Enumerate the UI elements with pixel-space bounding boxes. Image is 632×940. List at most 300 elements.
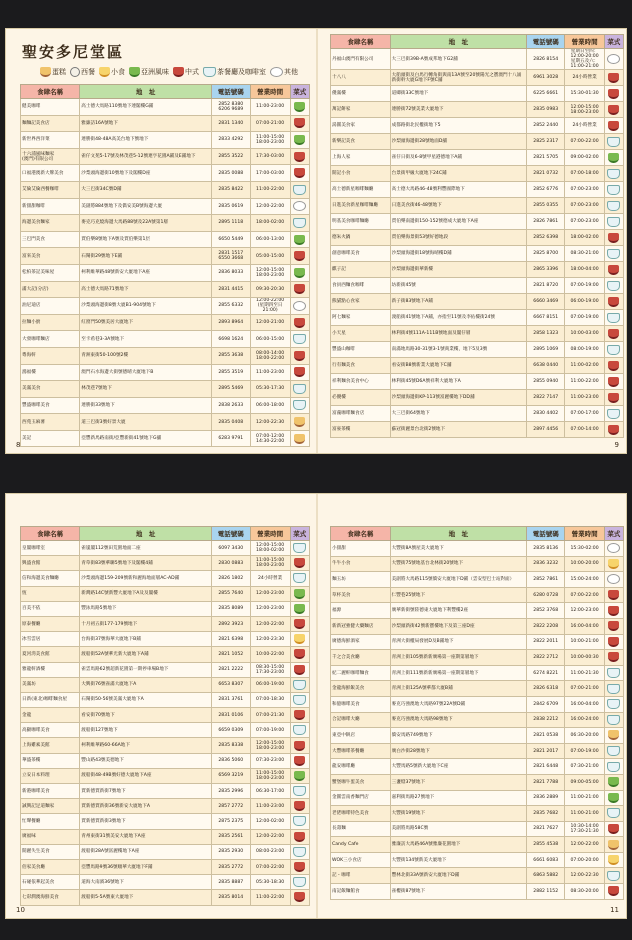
cell-addr: 賈新德賈新街7號地下 — [80, 784, 212, 799]
restaurant-table-left — [20, 84, 310, 447]
cell-hour: 11:00-23:00 — [250, 364, 290, 381]
cell-name: WOK三小食店 — [331, 852, 391, 868]
cell-hour: 16:00-04:00 — [565, 696, 604, 712]
chinese-food-icon — [294, 832, 305, 842]
cell-addr: 三盞燈37號地下 — [390, 774, 526, 790]
tea-cafe-icon — [293, 816, 306, 826]
cell-hour: 11:00-21:00 — [565, 806, 604, 822]
cell-addr: 大豐馬路5號新大廈地下C座 — [390, 759, 526, 775]
cell-name: 小甜甜 — [331, 541, 391, 557]
cell-name: 熊貓點心食家 — [331, 294, 391, 310]
cell-name: 新新冠強健大藥麵店 — [331, 618, 391, 634]
snack-icon — [608, 559, 619, 569]
cell-name: 拉麵小廚 — [21, 314, 80, 331]
chinese-food-icon — [294, 284, 305, 294]
table-row — [331, 743, 624, 759]
table-row — [331, 198, 624, 214]
legend-item — [270, 67, 298, 77]
cell-cuisine — [604, 618, 623, 634]
legend-label: 小食 — [111, 68, 125, 76]
table-row — [331, 603, 624, 619]
cell-name: 新樂記美食 — [331, 134, 391, 150]
cell-name: 雅龍軒酒樓 — [21, 662, 80, 677]
cell-cuisine — [290, 677, 309, 692]
asian-food-icon — [294, 135, 305, 145]
restaurant-table-right — [330, 526, 624, 900]
cell-name: 七彩潤澳海鮮美食 — [21, 890, 80, 905]
cell-cuisine — [604, 406, 623, 422]
cell-hour: 17:30-03:00 — [250, 148, 290, 165]
cell-hour: 12:00-22:00 — [250, 829, 290, 844]
column-header-tel: 電話號碼 — [527, 35, 565, 49]
cell-tel: 2852 2440 — [527, 118, 565, 134]
tea-cafe-icon — [607, 201, 620, 211]
table-row — [331, 852, 624, 868]
legend-label: 亞洲風味 — [141, 68, 169, 76]
chinese-food-icon — [294, 152, 305, 162]
cell-hour: 06:00-19:00 — [250, 677, 290, 692]
cell-name: 麵玉坊 — [331, 572, 391, 588]
cell-addr: 豐泳馬路5號地下 — [80, 601, 212, 616]
cell-name: 必優樓 — [331, 390, 391, 406]
column-header-hour: 營業時間 — [565, 527, 604, 541]
cell-cuisine — [290, 556, 309, 571]
cell-hour: 06:00-15:00 — [250, 331, 290, 348]
cell-tel: 6225 6661 — [527, 86, 565, 102]
cell-tel: 2835 0408 — [211, 414, 250, 431]
other-icon — [293, 301, 306, 311]
cell-tel: 2836 8033 — [211, 264, 250, 281]
cell-cuisine — [290, 347, 309, 364]
tea-cafe-icon — [293, 185, 306, 195]
cell-cuisine — [290, 381, 309, 398]
cell-cuisine — [290, 601, 309, 616]
cell-tel: 2835 2772 — [211, 859, 250, 874]
table-row — [21, 264, 310, 281]
legend-item — [99, 67, 125, 77]
table-row — [21, 198, 310, 215]
cell-hour: 11:00-02:00 — [565, 358, 604, 374]
cell-addr: 雅廉訪大馬路46A號雅廉花園地下 — [390, 837, 526, 853]
cell-hour: 11:00-22:00 — [250, 181, 290, 198]
tea-cafe-icon — [607, 185, 620, 195]
table-row — [21, 829, 310, 844]
cell-addr: 賈伯樂8號地下A號及賈伯樂第1层 — [80, 231, 212, 248]
cell-cuisine — [604, 214, 623, 230]
cell-cuisine — [604, 134, 623, 150]
cell-addr: 渡船街127號地下 — [80, 723, 212, 738]
cell-cuisine — [290, 859, 309, 874]
cell-name: 行有麵美食 — [331, 358, 391, 374]
legend-label: 其他 — [284, 68, 298, 76]
cell-tel: 6961 3028 — [527, 70, 565, 86]
book-gutter — [316, 494, 318, 918]
cell-hour: 15:00-24:00 — [565, 572, 604, 588]
cell-cuisine — [290, 814, 309, 829]
cell-cuisine — [290, 753, 309, 768]
chinese-food-icon — [294, 318, 305, 328]
cell-cuisine — [290, 264, 309, 281]
cell-hour: 08:00-23:00 — [250, 844, 290, 859]
cell-cuisine — [604, 884, 623, 900]
chinese-food-icon — [608, 89, 619, 99]
cake-icon — [40, 67, 51, 77]
cell-addr: 僑安馬路749號地下 — [390, 728, 526, 744]
cell-name: 美滿美食 — [21, 381, 80, 398]
cell-name: 大豐咖啡茶餐廳 — [331, 743, 391, 759]
chinese-food-icon — [173, 67, 184, 77]
cell-cuisine — [604, 230, 623, 246]
cell-addr: 渡船街52A號華光新大廈地下A鋪 — [80, 647, 212, 662]
cell-tel: 6659 0309 — [211, 723, 250, 738]
western-food-icon — [70, 67, 80, 77]
tea-cafe-icon — [607, 715, 620, 725]
cell-hour: 12:00-15:00 18:00-23:00 — [250, 264, 290, 281]
cell-hour: 12:00-23:00 — [250, 586, 290, 601]
cell-cuisine — [290, 708, 309, 723]
cell-addr: 雀仔文苑5-17號及林茂巷5-12號連亨花園A鋪及E鋪地下 — [80, 148, 212, 165]
legend-label: 茶餐廳及咖啡室 — [217, 68, 266, 76]
cell-tel: 2831 0106 — [211, 708, 250, 723]
cell-cuisine — [604, 556, 623, 572]
table-row — [21, 799, 310, 814]
cell-hour: 07:00-23:00 — [565, 198, 604, 214]
cell-tel: 2855 3519 — [211, 364, 250, 381]
chinese-food-icon — [294, 710, 305, 720]
tea-cafe-icon — [293, 384, 306, 394]
cell-hour: 06:30-17:00 — [250, 784, 290, 799]
cell-cuisine — [604, 634, 623, 650]
cell-tel: 2826 7861 — [527, 214, 565, 230]
cell-cuisine — [604, 278, 623, 294]
chinese-food-icon — [608, 297, 619, 307]
cell-cuisine — [290, 314, 309, 331]
cell-name: 創意咖啡美食 — [331, 246, 391, 262]
table-row — [331, 86, 624, 102]
cell-hour: 05:30-17:30 — [250, 381, 290, 398]
cell-cuisine — [604, 728, 623, 744]
table-row — [21, 814, 310, 829]
chinese-food-icon — [608, 590, 619, 600]
cell-cuisine — [604, 49, 623, 70]
cell-addr: 大三巴街64號地下 — [390, 406, 526, 422]
cell-hour: 07:00-19:00 — [565, 743, 604, 759]
chinese-food-icon — [294, 801, 305, 811]
legend-label: 中式 — [185, 68, 199, 76]
cell-name: 豐盛山咖啡 — [331, 342, 391, 358]
cell-tel: 2833 4292 — [211, 132, 250, 149]
cell-addr: 雀雲馬路62號超新花園第一期停車場B地下 — [80, 662, 212, 677]
chinese-food-icon — [294, 351, 305, 361]
other-icon — [293, 201, 306, 211]
cell-tel: 6661 6083 — [527, 852, 565, 868]
cell-hour: 09:30-20:30 — [250, 281, 290, 298]
tea-cafe-icon — [293, 680, 306, 690]
table-row — [331, 390, 624, 406]
cell-addr: 大豐街19號地下 — [390, 806, 526, 822]
cell-name: 海邊美食麵家 — [21, 215, 80, 232]
table-header-row — [331, 35, 624, 49]
chinese-food-icon — [294, 558, 305, 568]
cell-addr: 台景街甲級大廈地下24C鋪 — [390, 166, 526, 182]
cell-addr: 至卡希巷3-3A號地下 — [80, 331, 212, 348]
cell-hour: 06:00-19:00 — [565, 294, 604, 310]
cell-tel: 2858 1323 — [527, 326, 565, 342]
cell-tel: 2852 6776 — [527, 182, 565, 198]
cell-name: 湯圓美食家 — [331, 118, 391, 134]
cell-name: 高顯咖啡美食 — [21, 723, 80, 738]
table-row — [21, 586, 310, 601]
cell-cuisine — [604, 650, 623, 666]
cell-name: 萬記餅家 — [331, 102, 391, 118]
cell-addr: 渡船街5-5A號東大廈地下 — [80, 890, 212, 905]
table-row — [331, 246, 624, 262]
cell-tel: 2835 8089 — [211, 601, 250, 616]
cell-hour: 07:00-21:30 — [250, 708, 290, 723]
chinese-food-icon — [608, 621, 619, 631]
cell-addr: 大三巴街34C號D鋪 — [80, 181, 212, 198]
cell-hour: 07:30-23:00 — [250, 753, 290, 768]
cell-addr: 沙梨頭海邊街KP-113號富麗樓地下DD舖 — [390, 390, 526, 406]
cell-tel: 6097 3430 — [211, 541, 250, 556]
cell-name: 上海雞素美館 — [21, 738, 80, 753]
cell-hour: 11:00-23:00 — [250, 99, 290, 116]
cell-name: 油尼迪店 — [21, 298, 80, 315]
cell-name: 蟹堡咖牛蛋美食 — [331, 774, 391, 790]
cell-tel: 2835 8422 — [211, 181, 250, 198]
asian-food-icon — [294, 235, 305, 245]
table-row — [331, 49, 624, 70]
cell-cuisine — [604, 868, 623, 884]
cell-cuisine — [290, 692, 309, 707]
cell-addr: 連勝街72號美業大廈地下 — [390, 102, 526, 118]
cell-addr: 大船頭街及白馬行轉角街與南13A號至20號陽光之寶澳門十八涌新街幹大廈G地下F號C舖 — [390, 70, 526, 86]
cell-addr: 雀櫻街87號地下 — [390, 884, 526, 900]
asian-food-icon — [608, 793, 619, 803]
cell-tel: 2821 6448 — [527, 759, 565, 775]
tea-cafe-icon — [607, 345, 620, 355]
cell-cuisine — [290, 430, 309, 447]
cell-cuisine — [290, 281, 309, 298]
cell-name: 東亞中餅店 — [331, 728, 391, 744]
cell-tel: 6283 9791 — [211, 430, 250, 447]
cell-tel: 2895 1118 — [211, 215, 250, 232]
cell-hour: 07:00-18:00 — [565, 166, 604, 182]
cell-tel: 2842 6709 — [527, 696, 565, 712]
cell-addr: 十月初五街177-179號地下 — [80, 616, 212, 631]
cell-hour: 07:00-19:00 — [250, 723, 290, 738]
table-row — [21, 148, 310, 165]
chinese-food-icon — [294, 118, 305, 128]
tea-cafe-icon — [607, 668, 620, 678]
cell-name: 合記咖啡大廳 — [331, 712, 391, 728]
tea-cafe-icon — [607, 169, 620, 179]
cell-cuisine — [290, 215, 309, 232]
cell-hour: 10:30-14:00 17:30-21:30 — [565, 821, 604, 837]
column-header-name: 食肆名稱 — [331, 527, 391, 541]
tea-cafe-icon — [293, 334, 306, 344]
table-row — [21, 541, 310, 556]
book-gutter — [316, 29, 318, 453]
spread-page-8-9 — [5, 28, 627, 454]
cell-cuisine — [604, 572, 623, 588]
cell-cuisine — [604, 759, 623, 775]
cell-cuisine — [290, 99, 309, 116]
tea-cafe-icon — [607, 808, 620, 818]
cell-hour: 07:00-22:00 — [565, 134, 604, 150]
cell-tel: 2822 2011 — [527, 634, 565, 650]
cell-hour: 16:00-24:00 — [565, 712, 604, 728]
cell-name: 日新(東北)咖啡麵食屋 — [21, 692, 80, 707]
cell-name: 新港咖啡美食 — [21, 784, 80, 799]
cell-addr: 高士德大馬路46-48號利豐國際地下 — [390, 182, 526, 198]
column-header-cat: 菜式 — [290, 527, 309, 541]
cell-tel: 2835 7682 — [527, 806, 565, 822]
cell-hour: 12:00-22:30 — [250, 414, 290, 431]
cell-hour: 08:30-15:00 17:30-23:00 — [250, 662, 290, 677]
cell-cuisine — [290, 632, 309, 647]
tea-cafe-icon — [607, 762, 620, 772]
cell-hour: 06:00-18:00 — [250, 397, 290, 414]
cell-addr: 青洲大街權局發展D及B鋪地下 — [390, 634, 526, 650]
cell-addr: 沙梨頭新街42號新寶樓地下及第三座D座 — [390, 618, 526, 634]
table-row — [331, 821, 624, 837]
table-row — [21, 231, 310, 248]
table-row — [21, 662, 310, 677]
cell-name: 高士德新星咖啡麵廳 — [331, 182, 391, 198]
cell-hour: 10:00-03:00 — [565, 326, 604, 342]
cell-name: 松柏茶記美味屋 — [21, 264, 80, 281]
chinese-food-icon — [608, 329, 619, 339]
table-row — [21, 601, 310, 616]
cell-hour: 11:00-23:00 — [565, 390, 604, 406]
cell-tel: 2838 2633 — [211, 397, 250, 414]
cell-addr: 成都路街北民權街地下5 — [390, 118, 526, 134]
cell-name: 富藻咖啡麵食店 — [331, 406, 391, 422]
column-header-cat: 菜式 — [604, 35, 623, 49]
cell-addr: 柯利維華路48號新安大廈地下A座 — [80, 264, 212, 281]
cell-hour: 11:00-15:00 18:00-23:00 — [250, 132, 290, 149]
cell-addr: 紅窗門50號美居大廈地下 — [80, 314, 212, 331]
table-row — [331, 70, 624, 86]
cell-hour: 15:30-02:00 — [565, 541, 604, 557]
cell-hour: 07:00-20:00 — [565, 852, 604, 868]
cell-hour: 08:30-21:00 — [565, 246, 604, 262]
asian-food-icon — [294, 268, 305, 278]
chinese-food-icon — [608, 425, 619, 435]
table-row — [331, 406, 624, 422]
page-number: 8 — [16, 441, 21, 449]
tea-cafe-icon — [293, 573, 306, 583]
cell-hour: 11:00-22:00 — [250, 890, 290, 905]
cell-name: 開記小食 — [331, 166, 391, 182]
cell-addr: 日進美食街46-48號地下 — [390, 198, 526, 214]
cell-hour: 07:00-23:00 — [565, 182, 604, 198]
cell-name: 石碰依華起美食 — [21, 875, 80, 890]
spread-page-10-11 — [5, 493, 627, 919]
table-row — [21, 165, 310, 182]
cake-icon — [608, 840, 619, 850]
table-row — [331, 774, 624, 790]
cell-name: 新甜甜咖啡 — [21, 198, 80, 215]
chinese-food-icon — [608, 886, 619, 896]
cell-tel: 2835 8887 — [211, 875, 250, 890]
cell-name: 艾倫艾倫西餐咖啡 — [21, 181, 80, 198]
column-header-name: 食肆名稱 — [331, 35, 391, 49]
cell-tel: 2821 1052 — [211, 647, 250, 662]
asian-food-icon — [294, 589, 305, 599]
cell-addr: 林利街4號111A-111B號地面及閣仔層 — [390, 326, 526, 342]
cell-hour: 07:00-21:00 — [250, 115, 290, 132]
tea-cafe-icon — [607, 281, 620, 291]
cell-name: 祥利麵食美食中心 — [331, 374, 391, 390]
table-row — [21, 115, 310, 132]
cell-tel: 2895 1069 — [527, 342, 565, 358]
cell-tel: 6650 5449 — [211, 231, 250, 248]
table-row — [21, 859, 310, 874]
cell-addr: 林利街45號D6A號祥利大廈地下A — [390, 374, 526, 390]
cell-tel: 2852 3768 — [527, 603, 565, 619]
cell-name: 福源 — [331, 603, 391, 619]
table-row — [21, 347, 310, 364]
cell-name: 興盛食館 — [21, 556, 80, 571]
cell-tel: 2835 2996 — [211, 784, 250, 799]
cell-hour: 06:30-20:00 — [565, 728, 604, 744]
tea-cafe-icon — [607, 137, 620, 147]
cell-tel: 2855 6332 — [211, 298, 250, 315]
cell-name: 冰雪雲居 — [21, 632, 80, 647]
column-header-cat: 菜式 — [290, 85, 309, 99]
cell-hour: 07:00-22:00 — [565, 587, 604, 603]
cell-tel: 2830 4402 — [527, 406, 565, 422]
cell-name: 金龍海鮮飯美食 — [331, 681, 391, 697]
cell-addr: 亞豐馬路9號36號順華大廈地下F鋪 — [80, 859, 212, 874]
cell-addr: 道三巴街3號好景大廈 — [80, 414, 212, 431]
tea-cafe-icon — [607, 699, 620, 709]
cell-addr: 大三巴街39B-A號成邦地下G2舖 — [390, 49, 526, 70]
chinese-food-icon — [294, 367, 305, 377]
chinese-food-icon — [608, 233, 619, 243]
cell-name: 十六浦風味麵家 (澳門)有限公司 — [21, 148, 80, 165]
cell-cuisine — [290, 890, 309, 905]
cell-cuisine — [604, 326, 623, 342]
cell-tel: 2835 8014 — [211, 890, 250, 905]
chinese-food-icon — [608, 606, 619, 616]
table-row — [21, 738, 310, 753]
cell-hour: 12:00-23:00 — [250, 601, 290, 616]
cell-cuisine — [290, 662, 309, 677]
cell-name: 立安日本料理 — [21, 768, 80, 783]
cell-addr: 廣白沙街28號地下 — [390, 743, 526, 759]
table-row — [331, 262, 624, 278]
table-row — [331, 166, 624, 182]
cell-hour: 05:30-18:30 — [250, 875, 290, 890]
table-row — [331, 712, 624, 728]
cell-hour: 10:00-20:00 — [565, 556, 604, 572]
chinese-food-icon — [294, 756, 305, 766]
cell-tel: 2855 7640 — [211, 586, 250, 601]
tea-cafe-icon — [293, 543, 306, 553]
tea-cafe-icon — [293, 847, 306, 857]
cell-cuisine — [290, 397, 309, 414]
column-header-cat: 菜式 — [604, 527, 623, 541]
cell-name: 三巴門美食 — [21, 231, 80, 248]
cell-name: 信和海邊美食麵廳 — [21, 571, 80, 586]
cell-addr: 大豐街134號新美大廈地下 — [390, 852, 526, 868]
column-header-hour: 營業時間 — [250, 85, 290, 99]
restaurant-table-left — [20, 526, 310, 906]
cell-name: 忙聲餐廳 — [21, 814, 80, 829]
